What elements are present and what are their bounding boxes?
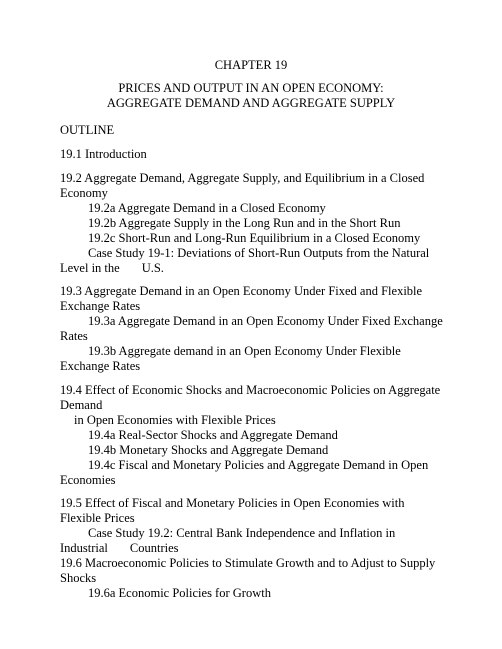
chapter-title-line-1: PRICES AND OUTPUT IN AN OPEN ECONOMY: bbox=[118, 81, 384, 95]
section-19-1: 19.1 Introduction bbox=[60, 147, 147, 161]
subsection-19-3a-cont: Rates bbox=[60, 329, 88, 343]
subsection-19-3a: 19.3a Aggregate Demand in an Open Economy Under Fixed Exchange bbox=[88, 314, 443, 328]
case-study-19-2: Case Study 19.2: Central Bank Independence and Inflation in bbox=[88, 526, 396, 540]
subsection-19-2a: 19.2a Aggregate Demand in a Closed Economy bbox=[88, 201, 326, 215]
section-19-5-title: 19.5 Effect of Fiscal and Monetary Policies in Open Economies with bbox=[60, 496, 405, 510]
case-study-19-2-cont bbox=[60, 541, 179, 556]
subsection-19-4a: 19.4a Real-Sector Shocks and Aggregate Demand bbox=[88, 428, 338, 442]
subsection-19-3b-cont: Exchange Rates bbox=[60, 359, 141, 373]
case-study-19-2-cont-part2: Countries bbox=[129, 541, 179, 555]
subsection-19-3b: 19.3b Aggregate demand in an Open Economy Under Flexible bbox=[88, 344, 401, 358]
section-19-2-title-cont: Economy bbox=[60, 186, 108, 200]
section-19-4-title: 19.4 Effect of Economic Shocks and Macroeconomic Policies on Aggregate bbox=[60, 383, 441, 397]
section-19-3-title: 19.3 Aggregate Demand in an Open Economy Under Fixed and Flexible bbox=[60, 284, 423, 298]
subsection-19-6a: 19.6a Economic Policies for Growth bbox=[88, 586, 271, 600]
outline-label: OUTLINE bbox=[60, 123, 115, 137]
case-study-19-1-cont-part1: Level in the bbox=[60, 261, 120, 275]
subsection-19-4c-cont: Economies bbox=[60, 473, 116, 487]
subsection-19-4c: 19.4c Fiscal and Monetary Policies and Aggregate Demand in Open bbox=[88, 458, 429, 472]
case-study-19-1-cont-part2: U.S. bbox=[141, 261, 164, 275]
section-19-2-title: 19.2 Aggregate Demand, Aggregate Supply, and Equilibrium in a Closed bbox=[60, 171, 425, 185]
subsection-19-2c: 19.2c Short-Run and Long-Run Equilibrium in a Closed Economy bbox=[88, 231, 421, 245]
chapter-title-line-2: AGGREGATE DEMAND AND AGGREGATE SUPPLY bbox=[106, 96, 396, 110]
section-19-6-title-cont: Shocks bbox=[60, 571, 97, 585]
chapter-heading: CHAPTER 19 bbox=[214, 58, 288, 72]
section-19-6-title: 19.6 Macroeconomic Policies to Stimulate Growth and to Adjust to Supply bbox=[60, 556, 436, 570]
section-19-3-title-cont: Exchange Rates bbox=[60, 299, 141, 313]
subsection-19-2b: 19.2b Aggregate Supply in the Long Run and in the Short Run bbox=[88, 216, 401, 230]
subsection-19-4b: 19.4b Monetary Shocks and Aggregate Demand bbox=[88, 443, 329, 457]
section-19-4-title-cont: Demand bbox=[60, 398, 103, 412]
section-19-4-title-cont-2: in Open Economies with Flexible Prices bbox=[74, 413, 276, 427]
section-19-5-title-cont: Flexible Prices bbox=[60, 511, 135, 525]
case-study-19-1: Case Study 19-1: Deviations of Short-Run Outputs from the Natural bbox=[88, 246, 430, 260]
case-study-19-1-cont bbox=[60, 261, 164, 276]
case-study-19-2-cont-part1: Industrial bbox=[60, 541, 108, 555]
